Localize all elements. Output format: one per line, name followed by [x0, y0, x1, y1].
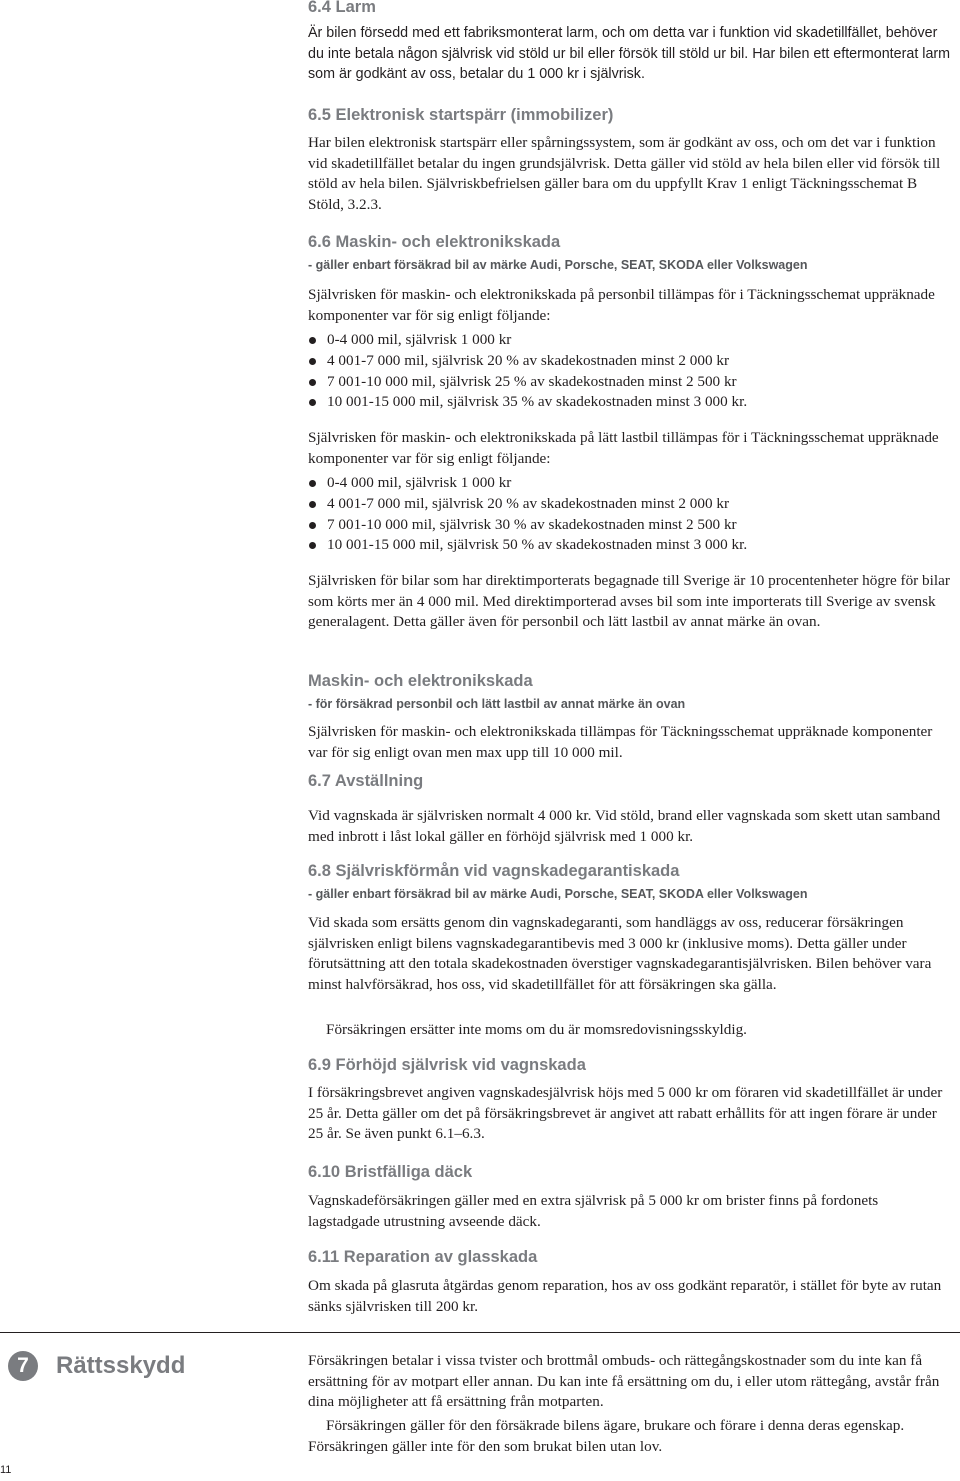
deductible-list-personbil — [308, 330, 948, 413]
list-item: 4 001-7 000 mil, självrisk 20 % av skadekostnaden minst 2 000 kr — [308, 351, 948, 372]
maskin-other-brands-subheading: - för försäkrad personbil och lätt lastbil av annat märke än ovan — [308, 697, 686, 711]
bullet-icon — [309, 379, 316, 386]
section-6-8-body-vat: Försäkringen ersätter inte moms om du är momsredovisningsskyldig. — [326, 1021, 747, 1038]
list-item: 7 001-10 000 mil, självrisk 25 % av skadekostnaden minst 2 500 kr — [308, 372, 948, 393]
section-6-8-heading: 6.8 Självriskförmån vid vagnskadegarantiskada — [308, 862, 680, 880]
section-6-8-body: Vid skada som ersätts genom din vagnskadegaranti, som handläggs av oss, reducerar försäkringen självrisken enligt bilens vagnskadegarantibevis med 3 000 kr (inklusive moms). Detta gäller under förutsättning att den totala skadekostnaden överstiger vagnskadegarantisjälvrisken. Bilen behöver vara minst halvförsäkrad, hos oss, vid skadetillfället för att försäkringen ska gälla. — [308, 914, 932, 994]
section-6-4-body: Är bilen försedd med ett fabriksmonterat larm, och om detta var i funktion vid skadetillfället, behöver du inte betala någon självrisk vid stöld ur bil eller försök till stöld ur bil. Har bilen ett eftermonterat larm som är godkänt av oss, betalar du 1 000 kr i självrisk. — [308, 25, 951, 83]
bullet-icon — [309, 542, 316, 549]
section-6-6-import-note: Självrisken för bilar som har direktimporterats begagnade till Sverige är 10 procentenheter högre för bilar som körts mer än 4 000 mil. Med direktimporterad avses bil som inte importerats till Sverige av svensk generalagent. Detta gäller även för personbil och lätt lastbil av annat märke än ovan. — [308, 572, 950, 631]
list-item: 4 001-7 000 mil, självrisk 20 % av skadekostnaden minst 2 000 kr — [308, 494, 948, 515]
section-6-9-body: I försäkringsbrevet angiven vagnskadesjälvrisk höjs med 5 000 kr om föraren vid skadetillfället är under 25 år. Detta gäller om det på försäkringsbrevet är angivet att rabatt erhållits för att ingen förare är under 25 år. Se även punkt 6.1–6.3. — [308, 1084, 943, 1143]
bullet-icon — [309, 399, 316, 406]
section-6-11-heading: 6.11 Reparation av glasskada — [308, 1248, 538, 1266]
section-6-7-heading: 6.7 Avställning — [308, 772, 424, 790]
section-6-5-heading: 6.5 Elektronisk startspärr (immobilizer) — [308, 106, 614, 124]
bullet-icon — [309, 480, 316, 487]
bullet-icon — [309, 501, 316, 508]
bullet-icon — [309, 337, 316, 344]
section-6-7-body: Vid vagnskada är självrisken normalt 4 000 kr. Vid stöld, brand eller vagnskada som skett utan samband med inbrott i låst lokal gäller en förhöjd självrisk med 1 000 kr. — [308, 807, 941, 845]
section-7-title: Rättsskydd — [56, 1352, 186, 1379]
section-divider — [0, 1332, 960, 1333]
deductible-list-lastbil — [308, 473, 948, 556]
section-7-body: Försäkringen betalar i vissa tvister och brottmål ombuds- och rättegångskostnader som du inte kan få ersättning för av motpart eller annan. Du kan inte få ersättning om du, i eller utom rättegång, avstår från dina möjligheter att få ersättning från motparten. — [308, 1352, 940, 1411]
section-6-4-heading: 6.4 Larm — [308, 0, 376, 16]
section-6-6-subheading: - gäller enbart försäkrad bil av märke Audi, Porsche, SEAT, SKODA eller Volkswagen — [308, 258, 808, 272]
section-6-11-body: Om skada på glasruta åtgärdas genom reparation, hos av oss godkänt reparatör, i stället för byte av rutan sänks självrisken till 200 kr. — [308, 1277, 942, 1315]
section-6-5-body: Har bilen elektronisk startspärr eller spårningssystem, som är godkänt av oss, och om det var i funktion vid skadetillfället betalar du ingen grundsjälvrisk. Detta gäller vid stöld av hela bilen eller vid försök till stöld av hela bilen. Självriskbefrielsen gäller bara om du uppfyllt Krav 1 enligt Täckningsschemat B Stöld, 3.2.3. — [308, 134, 941, 214]
page-number: 11 — [0, 1464, 12, 1476]
section-7-body-2: Försäkringen gäller för den försäkrade bilens ägare, brukare och förare i denna deras egenskap. Försäkringen gäller inte för den som brukat bilen utan lov. — [308, 1417, 905, 1455]
bullet-icon — [309, 358, 316, 365]
list-item: 10 001-15 000 mil, självrisk 50 % av skadekostnaden minst 3 000 kr. — [308, 535, 948, 556]
maskin-other-brands-heading: Maskin- och elektronikskada — [308, 672, 533, 690]
maskin-other-brands-body: Självrisken för maskin- och elektronikskada tillämpas för Täckningsschemat uppräknade komponenter var för sig enligt ovan men max upp till 10 000 mil. — [308, 723, 933, 761]
section-6-8-subheading: - gäller enbart försäkrad bil av märke Audi, Porsche, SEAT, SKODA eller Volkswagen — [308, 887, 808, 901]
list-item: 10 001-15 000 mil, självrisk 35 % av skadekostnaden minst 3 000 kr. — [308, 392, 948, 413]
section-6-6-heading: 6.6 Maskin- och elektronikskada — [308, 233, 561, 251]
list-item: 0-4 000 mil, självrisk 1 000 kr — [308, 473, 948, 494]
section-7-number-badge: 7 — [8, 1351, 38, 1381]
list-item: 0-4 000 mil, självrisk 1 000 kr — [308, 330, 948, 351]
section-6-10-heading: 6.10 Bristfälliga däck — [308, 1163, 473, 1181]
section-6-10-body: Vagnskadeförsäkringen gäller med en extra självrisk på 5 000 kr om brister finns på fordonets lagstadgade utrustning avseende däck. — [308, 1192, 879, 1230]
section-6-6-intro-lastbil: Självrisken för maskin- och elektronikskada på lätt lastbil tillämpas för i Täckningsschemat uppräknade komponenter var för sig enligt följande: — [308, 429, 939, 467]
bullet-icon — [309, 522, 316, 529]
section-6-9-heading: 6.9 Förhöjd självrisk vid vagnskada — [308, 1056, 586, 1074]
list-item: 7 001-10 000 mil, självrisk 30 % av skadekostnaden minst 2 500 kr — [308, 515, 948, 536]
section-6-6-intro-personbil: Självrisken för maskin- och elektronikskada på personbil tillämpas för i Täckningsschemat uppräknade komponenter var för sig enligt följande: — [308, 286, 935, 324]
